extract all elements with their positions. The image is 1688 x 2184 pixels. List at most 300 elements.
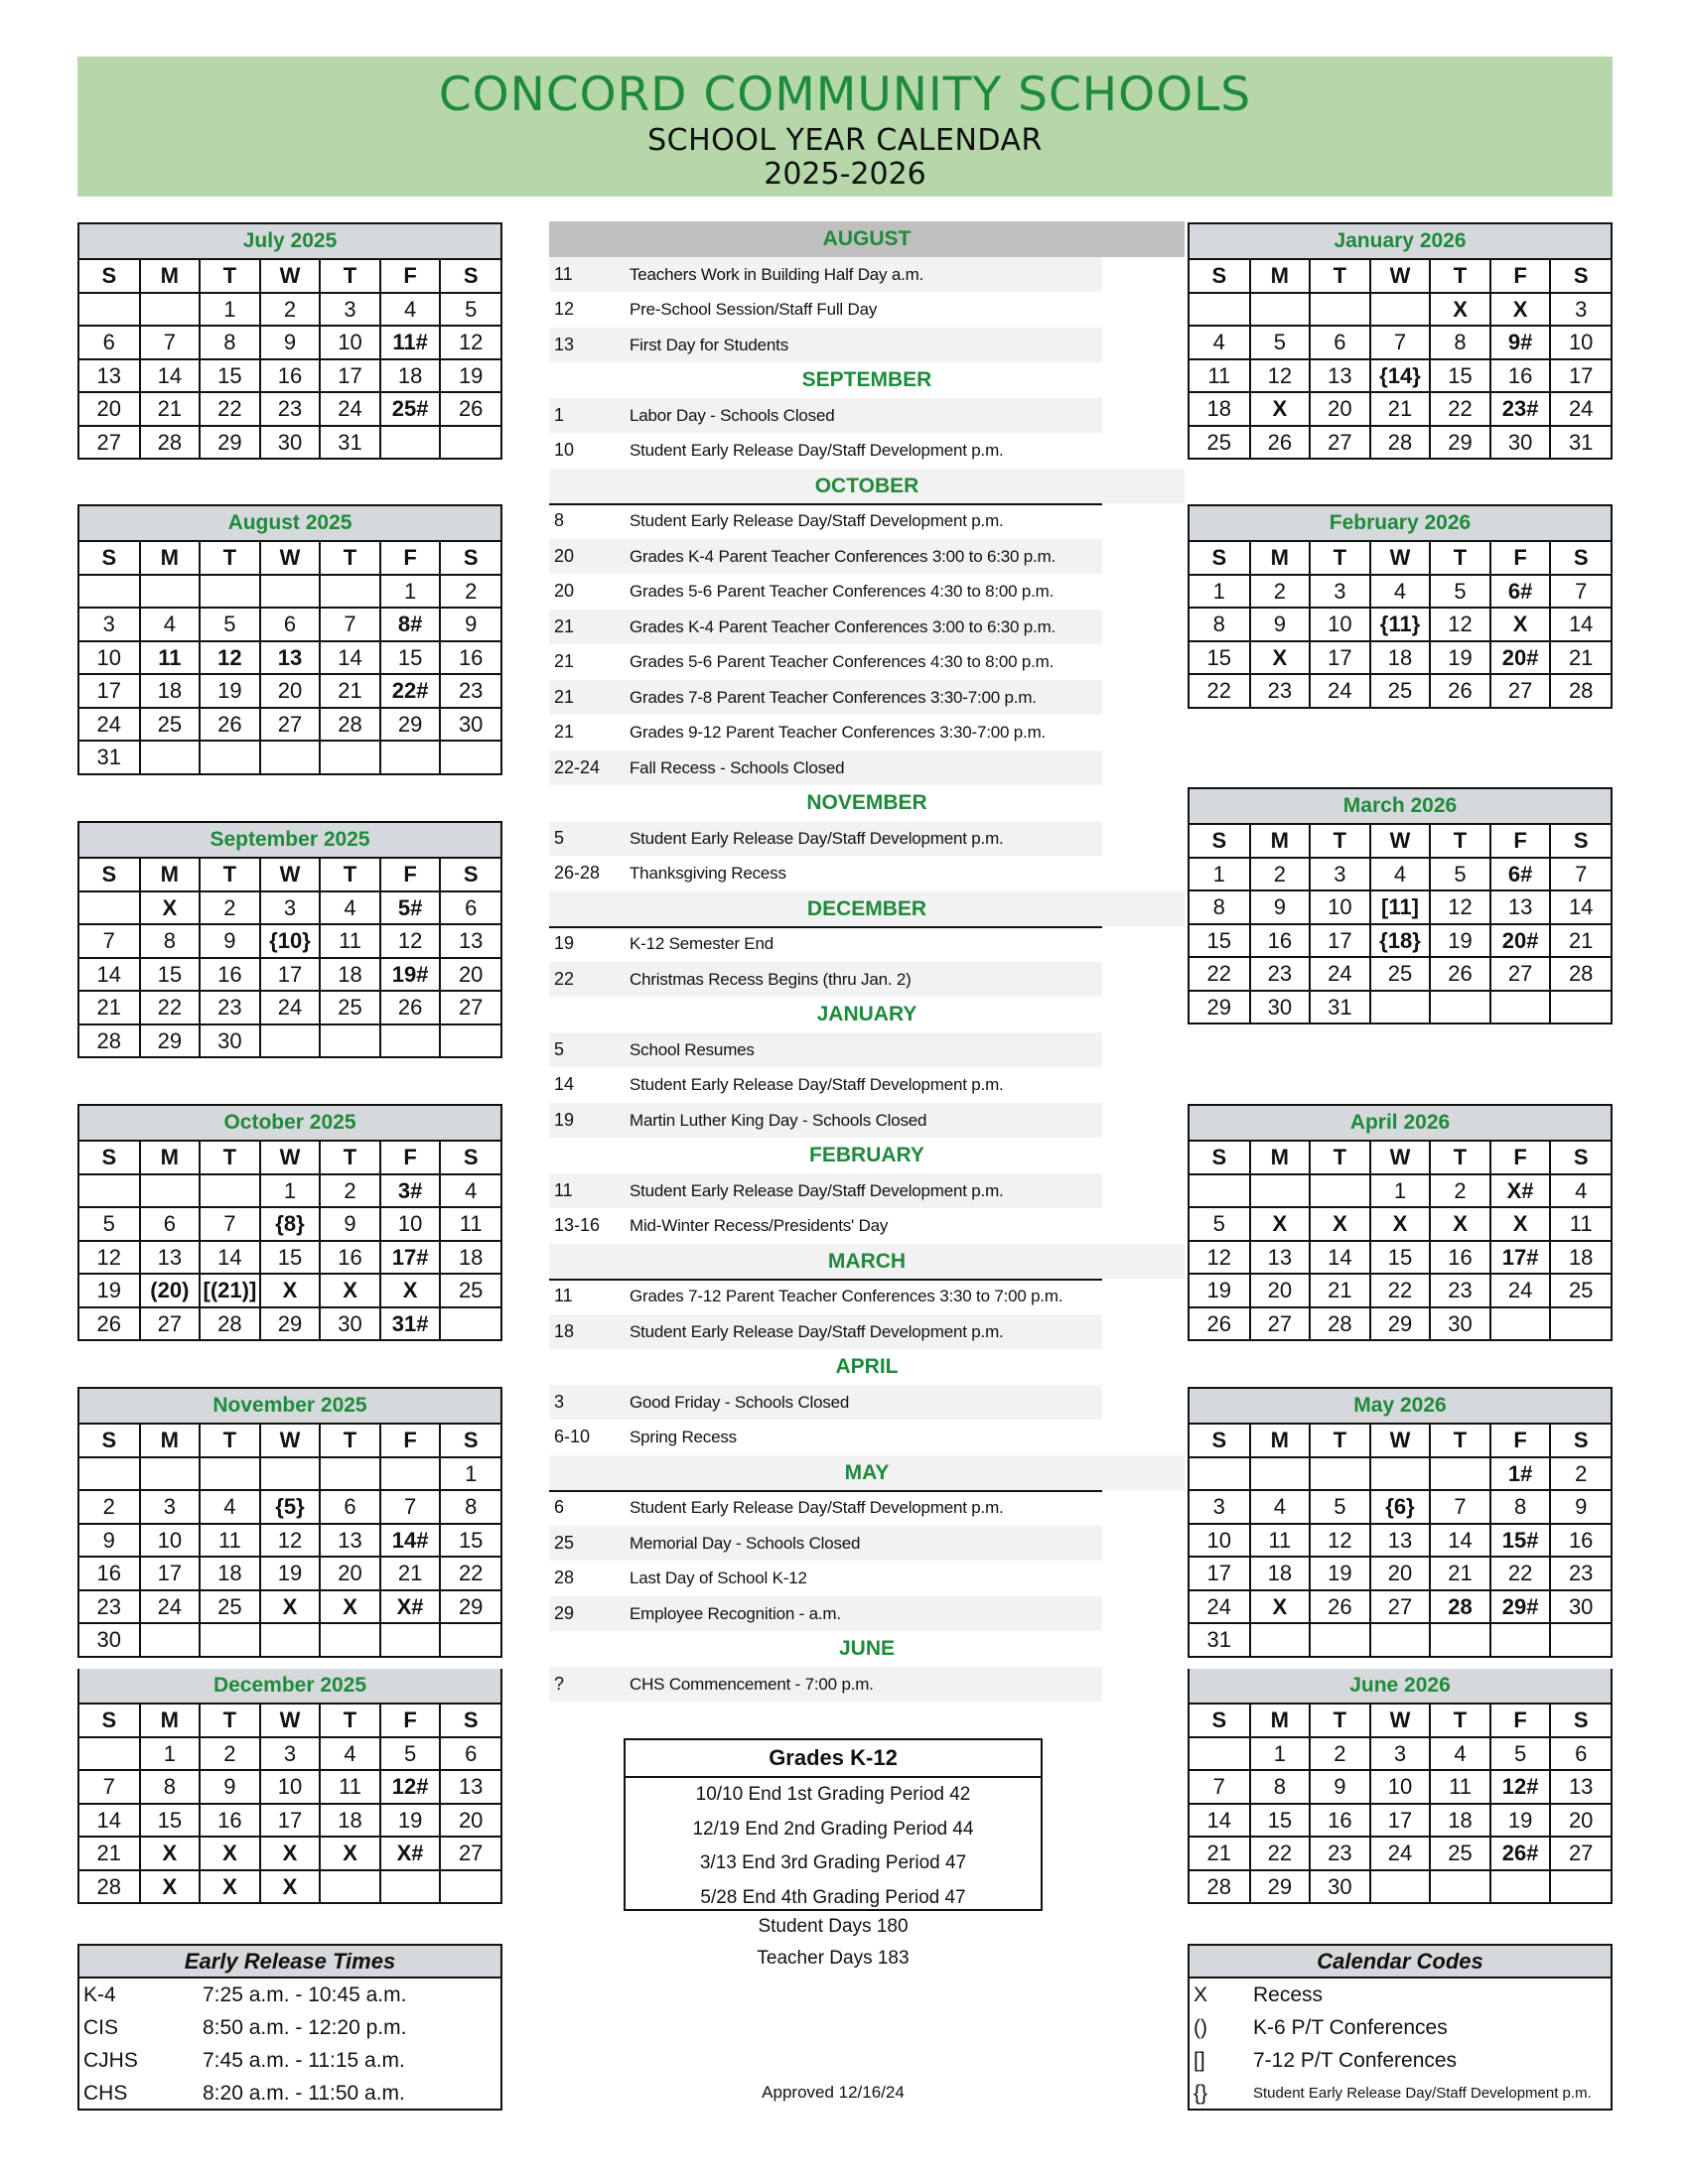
day-cell	[1550, 1870, 1611, 1903]
day-cell	[380, 741, 441, 773]
day-cell: 3	[320, 293, 380, 327]
day-cell: 3	[1190, 1490, 1250, 1524]
day-cell: 6	[440, 891, 500, 925]
day-cell: 12	[1250, 359, 1311, 393]
day-cell: [(21)]	[200, 1274, 260, 1307]
day-cell: 28	[200, 1307, 260, 1340]
day-cell: 1	[140, 1737, 201, 1771]
day-cell: 11#	[380, 326, 441, 359]
event-row	[549, 1596, 1102, 1632]
day-cell: 25	[1370, 674, 1431, 707]
event-row	[549, 1561, 1102, 1596]
day-cell: 25	[200, 1590, 260, 1624]
event-date: 22-24	[554, 756, 601, 777]
day-cell: 1	[1370, 1174, 1431, 1208]
event-date: 20	[554, 581, 575, 601]
day-cell: 12	[1430, 890, 1490, 924]
day-cell: 7	[200, 1207, 260, 1241]
day-cell: 1	[1190, 575, 1250, 609]
week-row	[1190, 426, 1611, 459]
day-cell: 19	[200, 674, 260, 708]
day-cell: 24	[1310, 957, 1370, 991]
day-cell: 7	[320, 608, 380, 641]
day-cell: X#	[380, 1590, 441, 1624]
event-month-label: OCTOBER	[814, 474, 919, 497]
event-date: 21	[554, 615, 575, 636]
day-cell: 27	[1490, 957, 1551, 991]
day-cell: 8	[140, 924, 201, 958]
day-cell: 7	[1550, 858, 1611, 891]
day-cell: 29	[1250, 1870, 1311, 1903]
week-row	[1190, 1274, 1611, 1307]
day-cell: 2	[260, 293, 321, 327]
week-row	[79, 1837, 500, 1870]
day-cell: 3	[260, 891, 321, 925]
day-cell: 18	[1370, 641, 1431, 675]
month-grid	[79, 1425, 500, 1656]
day-cell: 2	[200, 891, 260, 925]
week-row	[79, 891, 500, 925]
day-cell: 19	[1430, 641, 1490, 675]
event-date: 11	[554, 1179, 573, 1200]
weekday-header: M	[1250, 542, 1311, 575]
week-row	[1190, 575, 1611, 609]
week-row	[79, 958, 500, 992]
day-cell	[140, 575, 201, 609]
day-cell: 10	[1310, 890, 1370, 924]
weekday-header: W	[1370, 1142, 1431, 1174]
day-cell	[1310, 1623, 1370, 1656]
day-cell: {11}	[1370, 608, 1431, 641]
week-row	[79, 575, 500, 609]
day-cell: 22	[140, 991, 201, 1024]
code-symbol: {}	[1194, 2082, 1208, 2105]
event-description: Grades 7-8 Parent Teacher Conferences 3:30-7:00 p.m.	[630, 687, 1037, 707]
day-cell: 9	[1550, 1490, 1611, 1524]
event-description: Student Early Release Day/Staff Development p.m.	[630, 511, 1004, 530]
weekday-header: T	[320, 859, 380, 891]
day-cell: X	[260, 1837, 321, 1870]
week-row	[1190, 608, 1611, 641]
weekday-header: S	[1190, 1142, 1250, 1174]
day-cell: 16	[1430, 1241, 1490, 1275]
day-cell: 23	[1310, 1837, 1370, 1870]
day-cell: 4	[380, 293, 441, 327]
event-row	[549, 1314, 1102, 1350]
release-time: 7:45 a.m. - 11:15 a.m.	[203, 2049, 405, 2072]
weekday-header: S	[440, 260, 500, 293]
week-row	[79, 1307, 500, 1340]
day-cell: 15	[440, 1524, 500, 1558]
weekday-header: T	[1430, 825, 1490, 858]
student-days: Student Days 180	[758, 1916, 909, 1937]
day-cell	[140, 293, 201, 327]
month-grid	[1190, 1425, 1611, 1656]
day-cell: 23	[1250, 957, 1311, 991]
day-cell: 16	[1310, 1804, 1370, 1838]
day-cell: 16	[1250, 924, 1311, 958]
day-cell: X	[320, 1590, 380, 1624]
day-cell: 6	[79, 326, 140, 359]
day-cell	[1310, 1457, 1370, 1491]
event-date: ?	[554, 1673, 565, 1694]
event-date: 19	[554, 1109, 575, 1130]
day-cell: 8	[1190, 608, 1250, 641]
day-cell: 11	[320, 1770, 380, 1804]
day-cell: 27	[1490, 674, 1551, 707]
release-time: 7:25 a.m. - 10:45 a.m.	[203, 1983, 407, 2006]
weekday-header: M	[140, 1425, 201, 1457]
day-cell: 4	[320, 1737, 380, 1771]
weekday-header: T	[1430, 1425, 1490, 1457]
day-cell: 15	[140, 958, 201, 992]
day-cell: 30	[320, 1307, 380, 1340]
day-cell: 14	[140, 359, 201, 393]
weekday-header: M	[1250, 260, 1311, 293]
calendar-subtitle: SCHOOL YEAR CALENDAR	[647, 123, 1043, 158]
weekday-header: M	[140, 542, 201, 575]
day-cell	[1430, 1457, 1490, 1491]
day-cell: 5	[1310, 1490, 1370, 1524]
day-cell: 18	[1250, 1557, 1311, 1590]
day-cell: 8	[140, 1770, 201, 1804]
day-cell: 20#	[1490, 924, 1551, 958]
day-cell: 23	[1430, 1274, 1490, 1307]
day-cell: 10	[1370, 1770, 1431, 1804]
release-time: 8:20 a.m. - 11:50 a.m.	[203, 2082, 405, 2105]
day-cell	[1370, 1870, 1431, 1903]
day-cell: 22	[1430, 392, 1490, 426]
event-row	[549, 1208, 1102, 1244]
day-cell: 17	[320, 359, 380, 393]
weekday-header: S	[440, 1425, 500, 1457]
day-cell: 1	[440, 1457, 500, 1491]
weekday-header: S	[1190, 825, 1250, 858]
week-row	[79, 1524, 500, 1558]
day-cell	[260, 1623, 321, 1656]
day-cell: 31	[1310, 991, 1370, 1024]
day-cell: 30	[1310, 1870, 1370, 1903]
day-cell: 4	[1430, 1737, 1490, 1771]
month-grid	[1190, 825, 1611, 1023]
day-cell: 10	[380, 1207, 441, 1241]
weekday-header: S	[1550, 825, 1611, 858]
day-cell: 21	[1190, 1837, 1250, 1870]
day-cell: 3	[79, 608, 140, 641]
event-month-header	[549, 997, 1185, 1032]
day-cell	[1190, 1457, 1250, 1491]
day-cell: 10	[260, 1770, 321, 1804]
calendar-oct2025	[77, 1104, 502, 1341]
day-cell: 3	[1550, 293, 1611, 327]
day-cell: 29#	[1490, 1590, 1551, 1624]
weekday-header: W	[260, 1142, 321, 1174]
week-row	[79, 708, 500, 742]
event-row	[549, 257, 1102, 293]
event-row	[549, 433, 1102, 469]
week-row	[79, 1590, 500, 1624]
day-cell: 9	[260, 326, 321, 359]
day-cell: 1	[1190, 858, 1250, 891]
event-row	[549, 1032, 1102, 1068]
day-cell: 17	[1310, 641, 1370, 675]
day-cell	[140, 1623, 201, 1656]
week-row	[79, 1557, 500, 1590]
event-month-header	[549, 1455, 1185, 1491]
event-description: Student Early Release Day/Staff Development p.m.	[630, 1180, 1004, 1200]
day-cell: 6	[1550, 1737, 1611, 1771]
day-cell: 28	[1370, 426, 1431, 459]
weekday-header: T	[1310, 1425, 1370, 1457]
day-cell: X#	[380, 1837, 441, 1870]
day-cell: 29	[440, 1590, 500, 1624]
day-cell	[440, 426, 500, 459]
calendar-jul2025	[77, 222, 502, 460]
weekday-header: T	[200, 1425, 260, 1457]
day-cell: 2	[79, 1490, 140, 1524]
day-cell: 16	[440, 641, 500, 675]
weekday-header: F	[380, 260, 441, 293]
weekday-header: M	[140, 1142, 201, 1174]
event-description: Good Friday - Schools Closed	[630, 1392, 850, 1412]
day-cell: 10	[1310, 608, 1370, 641]
event-description: Mid-Winter Recess/Presidents' Day	[630, 1216, 889, 1235]
weekday-header: S	[1550, 1425, 1611, 1457]
day-cell: 30	[440, 708, 500, 742]
month-title: April 2026	[1190, 1106, 1611, 1142]
day-cell: 17#	[380, 1241, 441, 1275]
weekday-header: S	[1190, 1425, 1250, 1457]
day-cell: 1	[1250, 1737, 1311, 1771]
day-cell	[320, 1623, 380, 1656]
day-cell: 1#	[1490, 1457, 1551, 1491]
day-cell: 12	[260, 1524, 321, 1558]
day-cell: 17	[1370, 1804, 1431, 1838]
day-cell	[1490, 1623, 1551, 1656]
day-cell: 30	[1430, 1307, 1490, 1340]
event-month-header	[549, 1244, 1185, 1280]
week-row	[79, 1274, 500, 1307]
weekday-header: S	[79, 1705, 140, 1737]
day-cell: 21	[140, 392, 201, 426]
weekday-header: F	[380, 542, 441, 575]
month-grid	[1190, 260, 1611, 458]
day-cell: 26	[380, 991, 441, 1024]
day-cell: 26	[1190, 1307, 1250, 1340]
day-cell: 27	[1310, 426, 1370, 459]
week-row	[1190, 293, 1611, 327]
day-cell: 15#	[1490, 1524, 1551, 1558]
week-row	[1190, 1870, 1611, 1903]
day-cell	[79, 575, 140, 609]
week-row	[1190, 1623, 1611, 1656]
event-description: Christmas Recess Begins (thru Jan. 2)	[630, 969, 912, 989]
day-cell	[320, 741, 380, 773]
code-row	[1190, 2011, 1611, 2044]
day-cell: 3	[1310, 858, 1370, 891]
week-row	[79, 1490, 500, 1524]
day-cell: {14}	[1370, 359, 1431, 393]
code-row	[1190, 1979, 1611, 2011]
day-cell	[260, 1457, 321, 1491]
day-cell: 19	[1430, 924, 1490, 958]
event-date: 21	[554, 722, 575, 742]
event-description: Labor Day - Schools Closed	[630, 405, 835, 425]
day-cell: 7	[1550, 575, 1611, 609]
day-cell	[79, 891, 140, 925]
weekday-header: M	[1250, 825, 1311, 858]
day-cell: 4	[1250, 1490, 1311, 1524]
weekday-header: T	[1310, 1142, 1370, 1174]
day-cell: 10	[1550, 326, 1611, 359]
day-cell: 18	[320, 1804, 380, 1838]
day-cell: 27	[440, 1837, 500, 1870]
day-cell: 18	[380, 359, 441, 393]
day-cell: 6	[140, 1207, 201, 1241]
event-description: Student Early Release Day/Staff Development p.m.	[630, 828, 1004, 848]
day-cell	[1490, 1870, 1551, 1903]
week-row	[79, 608, 500, 641]
day-cell: 2	[1310, 1737, 1370, 1771]
weekday-header: F	[1490, 1705, 1551, 1737]
day-cell	[260, 575, 321, 609]
event-month-header	[549, 469, 1185, 504]
day-cell: 29	[380, 708, 441, 742]
week-row	[79, 641, 500, 675]
month-grid	[79, 859, 500, 1056]
day-cell: 25	[1370, 957, 1431, 991]
day-cell	[440, 741, 500, 773]
day-cell: X	[1490, 1207, 1551, 1241]
day-cell: 13	[440, 924, 500, 958]
day-cell: 6	[1310, 326, 1370, 359]
school-name: CHS	[83, 2082, 128, 2105]
event-date: 20	[554, 545, 575, 566]
day-cell: {10}	[260, 924, 321, 958]
day-cell: 3	[260, 1737, 321, 1771]
day-cell: 5	[1430, 575, 1490, 609]
weekday-header: S	[440, 1142, 500, 1174]
event-date: 29	[554, 1602, 575, 1623]
calendar-mar2026	[1188, 787, 1613, 1024]
event-row	[549, 821, 1102, 857]
day-cell	[320, 1024, 380, 1057]
week-row	[1190, 1207, 1611, 1241]
day-cell: 6	[320, 1490, 380, 1524]
weekday-header: S	[1550, 1705, 1611, 1737]
event-month-header	[549, 1349, 1185, 1385]
day-cell: 5	[380, 1737, 441, 1771]
weekday-header: W	[1370, 542, 1431, 575]
day-cell: X#	[1490, 1174, 1551, 1208]
day-cell: 5	[1490, 1737, 1551, 1771]
school-year: 2025-2026	[764, 157, 926, 192]
event-description: Teachers Work in Building Half Day a.m.	[630, 264, 924, 284]
day-cell: 29	[1430, 426, 1490, 459]
day-cell: 20	[440, 958, 500, 992]
day-cell: 16	[1550, 1524, 1611, 1558]
weekday-header: F	[1490, 260, 1551, 293]
week-row	[1190, 326, 1611, 359]
day-cell	[440, 1307, 500, 1340]
week-row	[79, 1770, 500, 1804]
event-row	[549, 926, 1102, 962]
event-month-label: JUNE	[838, 1637, 896, 1660]
day-cell: 22	[1370, 1274, 1431, 1307]
day-cell: 7	[1190, 1770, 1250, 1804]
day-cell: 13	[1250, 1241, 1311, 1275]
day-cell: 13	[440, 1770, 500, 1804]
day-cell: X	[1430, 1207, 1490, 1241]
event-description: Employee Recognition - a.m.	[630, 1603, 841, 1623]
day-cell: 8	[440, 1490, 500, 1524]
day-cell: 15	[1190, 641, 1250, 675]
weekday-header: S	[79, 859, 140, 891]
day-cell	[200, 575, 260, 609]
event-description: Grades 5-6 Parent Teacher Conferences 4:30 to 8:00 p.m.	[630, 582, 1055, 601]
event-row	[549, 715, 1185, 751]
day-cell: 23	[1250, 674, 1311, 707]
weekday-header: S	[440, 1705, 500, 1737]
day-cell: 12	[1190, 1241, 1250, 1275]
day-cell: 20	[1250, 1274, 1311, 1307]
day-cell: 19	[1190, 1274, 1250, 1307]
day-cell: 26	[1310, 1590, 1370, 1624]
week-row	[79, 1174, 500, 1208]
day-cell: 3	[1370, 1737, 1431, 1771]
grading-period-row: 12/19 End 2nd Grading Period 44	[692, 1818, 974, 1840]
day-cell	[260, 1024, 321, 1057]
day-cell: 13	[79, 359, 140, 393]
weekday-header: S	[79, 1425, 140, 1457]
day-cell: 17#	[1490, 1241, 1551, 1275]
day-cell: 11	[1250, 1524, 1311, 1558]
day-cell: 21	[1430, 1557, 1490, 1590]
day-cell: 12	[200, 641, 260, 675]
day-cell: 19	[1310, 1557, 1370, 1590]
day-cell: 14	[79, 958, 140, 992]
day-cell	[200, 1174, 260, 1208]
day-cell: 14#	[380, 1524, 441, 1558]
day-cell: 28	[79, 1870, 140, 1903]
day-cell: 28	[1190, 1870, 1250, 1903]
day-cell	[1490, 1307, 1551, 1340]
event-month-label: SEPTEMBER	[801, 368, 932, 391]
day-cell	[380, 1870, 441, 1903]
day-cell: 22	[1490, 1557, 1551, 1590]
day-cell: 26	[1430, 674, 1490, 707]
day-cell: 25	[440, 1274, 500, 1307]
day-cell: 14	[1190, 1804, 1250, 1838]
day-cell: 27	[79, 426, 140, 459]
day-cell: 18	[1550, 1241, 1611, 1275]
day-cell: 30	[1550, 1590, 1611, 1624]
event-date: 22	[554, 968, 575, 989]
day-cell: 13	[140, 1241, 201, 1275]
day-cell: 9	[320, 1207, 380, 1241]
day-cell: 2	[1430, 1174, 1490, 1208]
day-cell: 21	[79, 991, 140, 1024]
event-row	[549, 1420, 1102, 1455]
day-cell: 24	[1190, 1590, 1250, 1624]
event-month-label: FEBRUARY	[809, 1144, 924, 1166]
week-row	[79, 991, 500, 1024]
day-cell: 13	[1310, 359, 1370, 393]
weekday-header: S	[79, 1142, 140, 1174]
event-description: Student Early Release Day/Staff Development p.m.	[630, 441, 1004, 460]
day-cell: 6#	[1490, 575, 1551, 609]
weekday-header: S	[1550, 542, 1611, 575]
